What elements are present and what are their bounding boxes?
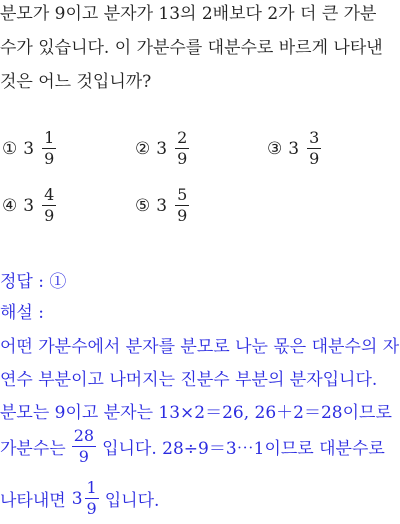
answer-value: ① <box>49 272 67 292</box>
choice-marker: ① <box>2 138 18 159</box>
choice-fraction <box>175 187 189 224</box>
fraction-denominator: 9 <box>177 149 188 168</box>
fraction-numerator: 1 <box>44 128 55 147</box>
fraction-denominator: 9 <box>309 149 320 168</box>
fraction-denominator: 9 <box>44 149 55 168</box>
choice-fraction <box>42 187 56 224</box>
question-line-3: 것은 어느 것입니까? <box>0 72 152 92</box>
explanation-line-2: 연수 부분이고 나머지는 진분수 부분의 분자입니다. <box>0 370 378 390</box>
choice-marker: ④ <box>2 195 18 216</box>
explanation-line-3: 분모는 9이고 분자는 13×2＝26, 26＋2＝28이므로 <box>0 403 392 423</box>
explanation-line-5-suffix: 입니다. <box>104 491 160 511</box>
explanation-line-4-suffix: 입니다. 28÷9＝3⋯1이므로 대분수로 <box>102 439 385 459</box>
fraction-denominator: 9 <box>86 499 97 518</box>
choice-whole: 3 <box>23 195 35 216</box>
choice-fraction <box>175 130 189 167</box>
fraction-numerator: 2 <box>177 128 188 147</box>
choice-4[interactable] <box>2 187 56 224</box>
choice-fraction <box>307 130 321 167</box>
question-line-1: 분모가 9이고 분자가 13의 2배보다 2가 더 큰 가분 <box>0 4 377 24</box>
mixed-number-whole: 3 <box>71 488 83 509</box>
explanation-line-5 <box>0 480 159 517</box>
choice-2[interactable] <box>135 130 189 167</box>
explanation-label: 해설 : <box>0 303 44 323</box>
choice-whole: 3 <box>23 138 35 159</box>
answer-line <box>0 272 66 292</box>
fraction-denominator: 9 <box>177 206 188 225</box>
choice-whole: 3 <box>156 195 168 216</box>
explanation-line-5-prefix: 나타내면 <box>0 491 66 511</box>
mixed-number <box>72 480 99 517</box>
choice-marker: ② <box>135 138 151 159</box>
fraction-numerator: 1 <box>86 478 97 497</box>
choice-5[interactable] <box>135 187 189 224</box>
fraction-denominator: 9 <box>44 206 55 225</box>
question-line-2: 수가 있습니다. 이 가분수를 대분수로 바르게 나타낸 <box>0 38 383 58</box>
fraction-numerator: 4 <box>44 185 55 204</box>
answer-label: 정답 : <box>0 272 44 292</box>
improper-fraction <box>72 428 96 465</box>
choice-whole: 3 <box>156 138 168 159</box>
mixed-number-fraction <box>85 480 99 517</box>
choice-1[interactable] <box>2 130 56 167</box>
choice-fraction <box>42 130 56 167</box>
fraction-numerator: 28 <box>73 426 95 445</box>
explanation-line-4-prefix: 가분수는 <box>0 439 66 459</box>
fraction-numerator: 5 <box>177 185 188 204</box>
fraction-numerator: 3 <box>309 128 320 147</box>
explanation-line-1: 어떤 가분수에서 분자를 분모로 나눈 몫은 대분수의 자 <box>0 337 400 357</box>
choice-marker: ③ <box>267 138 283 159</box>
choice-whole: 3 <box>288 138 300 159</box>
explanation-line-4 <box>0 428 385 465</box>
choice-3[interactable] <box>267 130 321 167</box>
fraction-denominator: 9 <box>78 447 89 466</box>
choice-marker: ⑤ <box>135 195 151 216</box>
